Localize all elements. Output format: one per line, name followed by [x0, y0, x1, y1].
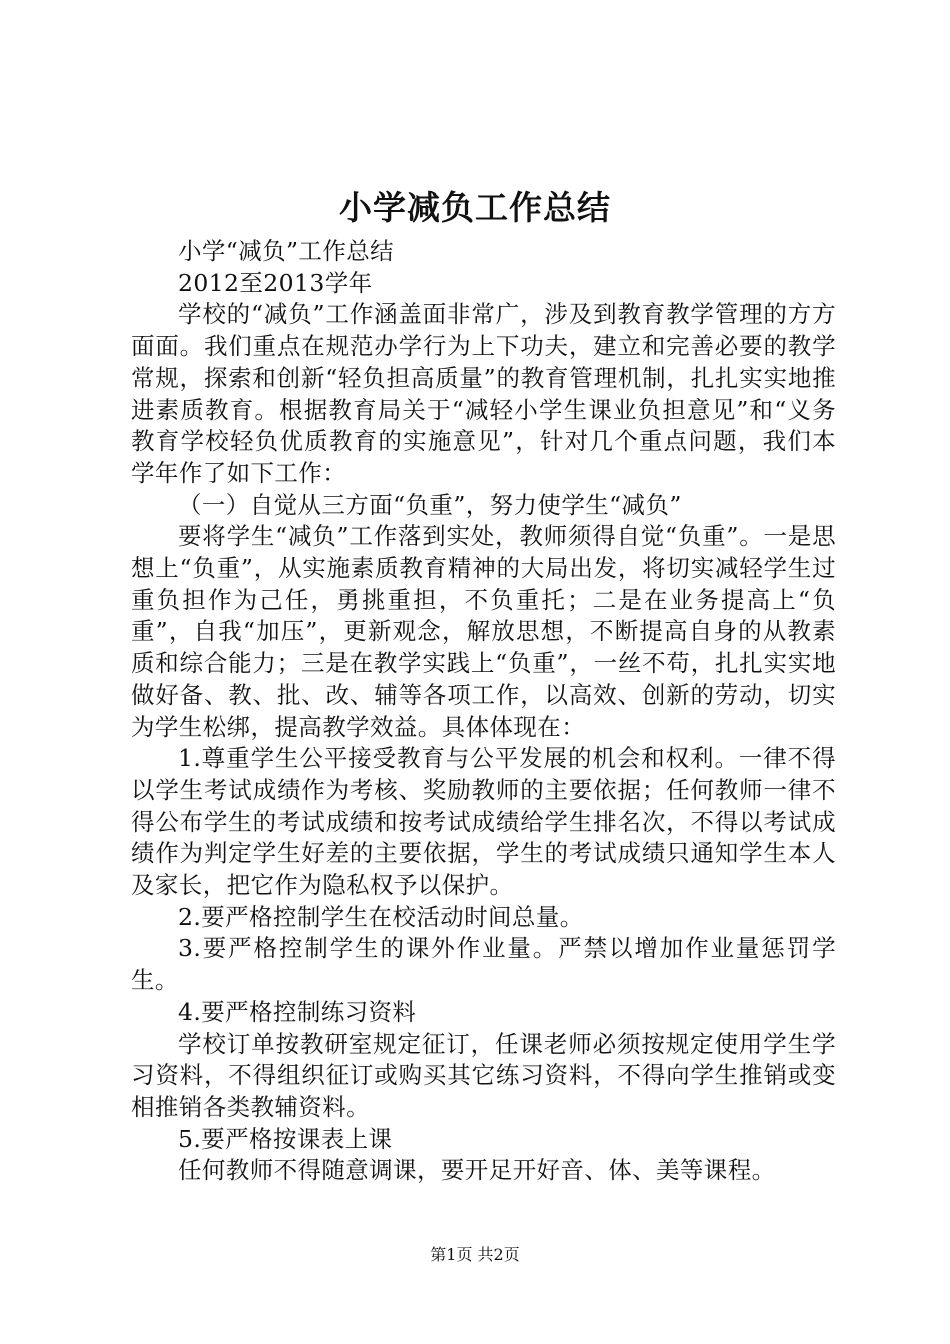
- section-heading-1: （一）自觉从三方面“负重”，努力使学生“减负”: [178, 490, 682, 519]
- list-item-1: 1.尊重学生公平接受教育与公平发展的机会和权利。一律不得以学生考试成绩作为考核、奖励教师的主要依据；任何教师一律不得公布学生的考试成绩和按考试成绩给学生排名次，不得以考试成绩作为判定学生好差的主要依据，学生的考试成绩只通知学生本人及家长，把它作为隐私权予以保护。: [131, 744, 836, 900]
- page-footer: 第1页 共2页: [430, 1245, 520, 1264]
- list-item-4-detail: 学校订单按教研室规定征订，任课老师必须按规定使用学生学习资料，不得组织征订或购买其它练习资料，不得向学生推销或变相推销各类教辅资料。: [131, 1029, 836, 1121]
- subtitle: 小学“减负”工作总结: [178, 237, 395, 265]
- list-item-5-detail: 任何教师不得随意调课，要开足开好音、体、美等课程。: [178, 1156, 776, 1185]
- document-body: [131, 236, 836, 1187]
- school-year: 2012至2013学年: [178, 268, 373, 297]
- section-paragraph: 要将学生“减负”工作落到实处，教师须得自觉“负重”。一是思想上“负重”，从实施素质教育精神的大局出发，将切实减轻学生过重负担作为己任，勇挑重担，不负重托；二是在业务提高上“负重”，自我“加压”，更新观念，解放思想，不断提高自身的从教素质和综合能力；三是在教学实践上“负重”，一丝不苟，扎扎实实地做好备、教、批、改、辅等各项工作，以高效、创新的劳动，切实为学生松绑，提高教学效益。具体体现在：: [131, 522, 836, 741]
- list-item-5: 5.要严格按课表上课: [178, 1124, 393, 1153]
- document-title: 小学减负工作总结: [339, 188, 611, 227]
- list-item-2: 2.要严格控制学生在校活动时间总量。: [178, 902, 584, 931]
- intro-paragraph: 学校的“减负”工作涵盖面非常广，涉及到教育教学管理的方方面面。我们重点在规范办学行为上下功夫，建立和完善必要的教学常规，探索和创新“轻负担高质量”的教育管理机制，扎扎实实地推进素质教育。根据教育局关于“减轻小学生课业负担意见”和“义务教育学校轻负优质教育的实施意见”，针对几个重点问题，我们本学年作了如下工作：: [131, 300, 836, 487]
- list-item-4: 4.要严格控制练习资料: [178, 997, 417, 1026]
- list-item-3: 3.要严格控制学生的课外作业量。严禁以增加作业量惩罚学生。: [131, 934, 836, 995]
